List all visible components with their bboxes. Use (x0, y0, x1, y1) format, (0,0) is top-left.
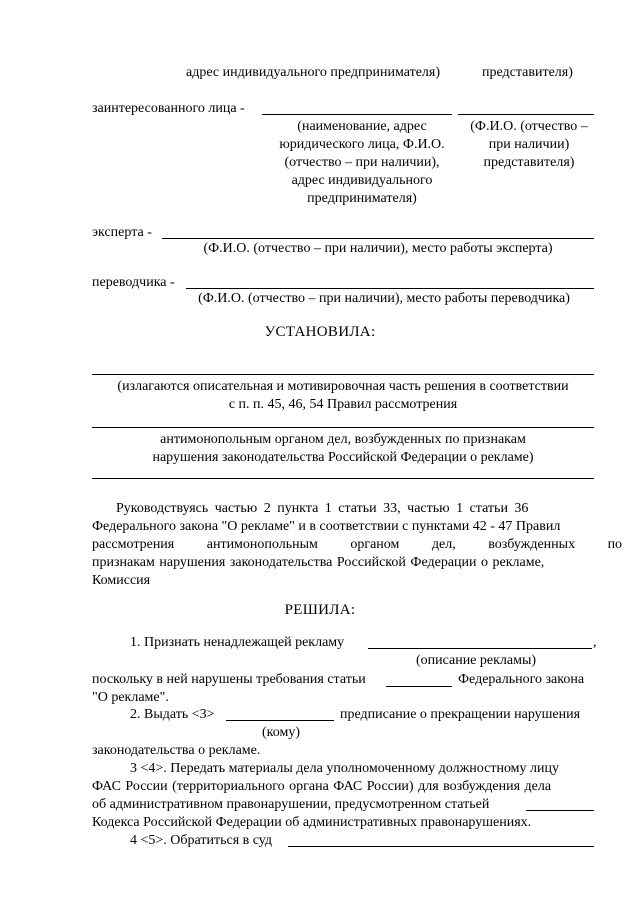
interested-party-representative-line[interactable] (458, 114, 594, 115)
representative-caption-line: при наличии) (488, 137, 570, 152)
item1-comma: , (593, 635, 597, 650)
interested-party-caption-line: предпринимателя) (307, 191, 417, 206)
item3-line: 3 <4>. Передать материалы дела уполномоченному должностному лицу (130, 761, 560, 776)
established-caption-line: с п. п. 45, 46, 54 Правил рассмотрения (228, 397, 458, 412)
expert-caption: (Ф.И.О. (отчество – при наличии), место работы эксперта) (203, 241, 553, 256)
established-line[interactable] (92, 478, 594, 479)
item1-line3: "О рекламе". (92, 690, 169, 705)
established-caption-line: антимонопольным органом дел, возбужденных по признакам (160, 432, 526, 447)
interested-party-caption-line: (наименование, адрес (297, 119, 427, 134)
guided-paragraph-line: Комиссия (92, 573, 151, 588)
established-line[interactable] (92, 427, 594, 428)
item3-line: ФАС России (территориального органа ФАС России) для возбуждения дела (92, 779, 552, 794)
item3-article-line[interactable] (526, 810, 594, 811)
representative-caption-line: представителя) (483, 155, 575, 170)
guided-paragraph-line: признакам нарушения законодательства Российской Федерации о рекламе, (92, 555, 545, 570)
representative-caption: представителя) (482, 65, 573, 80)
interested-party-label: заинтересованного лица - (92, 101, 245, 116)
guided-paragraph-line: Руководствуясь частью 2 пункта 1 статьи 33, частью 1 статьи 36 (116, 501, 529, 516)
item1-text: 1. Признать ненадлежащей рекламу (130, 635, 345, 650)
established-line[interactable] (92, 374, 594, 375)
item2-text: 2. Выдать <3> (130, 707, 215, 722)
item1-caption: (описание рекламы) (415, 653, 537, 668)
established-heading: УСТАНОВИЛА: (264, 324, 376, 340)
established-caption-line: нарушения законодательства Российской Федерации о рекламе) (152, 450, 534, 465)
translator-label: переводчика - (92, 275, 175, 290)
representative-caption-line: (Ф.И.О. (отчество – (470, 119, 588, 134)
item3-line: об административном правонарушении, предусмотренном статьей (92, 797, 490, 812)
expert-line[interactable] (162, 238, 594, 239)
interested-party-caption-line: (отчество – при наличии), (284, 155, 440, 170)
decided-heading: РЕШИЛА: (284, 602, 356, 618)
established-caption-line: (излагаются описательная и мотивировочная часть решения в соответствии (117, 379, 569, 394)
translator-line[interactable] (186, 288, 594, 289)
guided-paragraph-line: Федерального закона "О рекламе" и в соответствии с пунктами 42 - 47 Правил (92, 519, 561, 534)
translator-caption: (Ф.И.О. (отчество – при наличии), место работы переводчика) (198, 291, 570, 306)
item1-article-line[interactable] (386, 686, 452, 687)
interested-party-caption-line: юридического лица, Ф.И.О. (279, 137, 445, 152)
item2-caption: (кому) (261, 725, 300, 740)
item4-text: 4 <5>. Обратиться в суд (130, 833, 273, 848)
guided-paragraph-line: рассмотрения антимонопольным органом дел, возбужденных по (92, 537, 623, 552)
interested-party-caption-line: адрес индивидуального (291, 173, 433, 188)
item2-line2: законодательства о рекламе. (92, 743, 261, 758)
item1-line2-b: Федерального закона (458, 672, 585, 687)
interested-party-name-line[interactable] (262, 114, 452, 115)
item1-advert-line[interactable] (368, 648, 592, 649)
expert-label: эксперта - (92, 225, 152, 240)
address-caption: адрес индивидуального предпринимателя) (186, 65, 440, 80)
item2-recipient-line[interactable] (226, 720, 334, 721)
item3-line: Кодекса Российской Федерации об административных правонарушениях. (92, 815, 532, 830)
item4-court-line[interactable] (288, 846, 594, 847)
item2-text-b: предписание о прекращении нарушения (340, 707, 581, 722)
item1-line2-a: поскольку в ней нарушены требования статьи (92, 672, 366, 687)
